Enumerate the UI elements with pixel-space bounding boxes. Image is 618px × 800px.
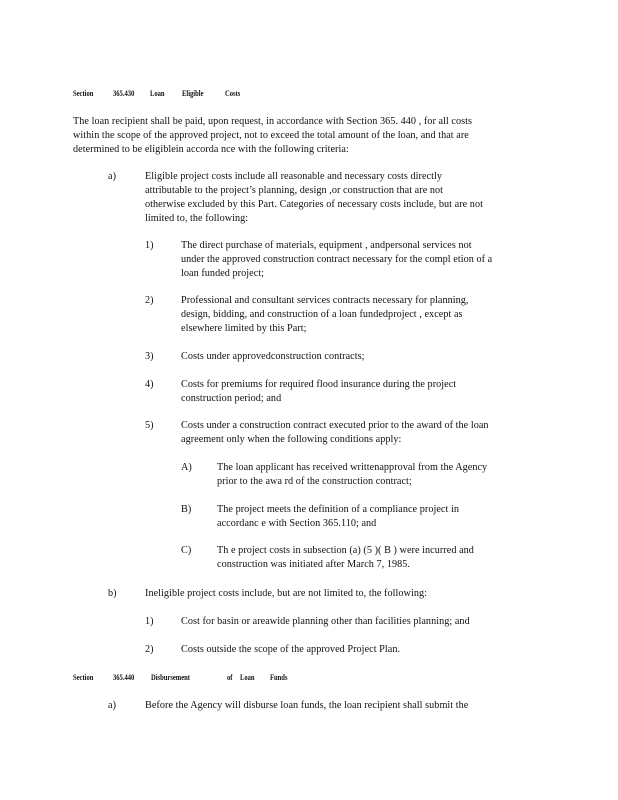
section-title-word: of [227,673,233,682]
list-marker: a) [108,171,117,182]
paragraph-line: determined to be eligiblein accorda nce with the following criteria: [73,144,349,155]
list-marker: b) [108,588,117,599]
paragraph-line: The direct purchase of materials, equipment , andpersonal services not [181,240,472,251]
list-marker: 3) [145,351,154,362]
section-title-word: Funds [270,673,288,682]
section-title-word: Eligible [182,89,204,98]
paragraph-line: Costs under approvedconstruction contracts; [181,351,365,362]
section-title-word: Loan [150,89,165,98]
paragraph-line: The loan recipient shall be paid, upon request, in accordance with Section 365. 440 , for all costs [73,116,473,127]
paragraph-line: Professional and consultant services contracts necessary for planning, [181,295,469,306]
paragraph-line: Costs for premiums for required flood insurance during the project [181,379,457,390]
section-title-word: Disbursement [151,673,191,682]
paragraph-line: construction was initiated after March 7, 1985. [217,559,411,570]
paragraph-line: The project meets the definition of a compliance project in [217,504,459,515]
list-marker: a) [108,700,117,711]
section-number: 365.440 [113,673,135,682]
section-title-word: Costs [225,89,241,98]
paragraph-line: Costs under a construction contract executed prior to the award of the loan [181,420,489,431]
paragraph-line: Cost for basin or areawide planning other than facilities planning; and [181,616,470,627]
paragraph-line: Ineligible project costs include, but are not limited to, the following: [145,588,427,599]
list-marker: B) [181,504,192,515]
list-marker: 1) [145,616,154,627]
paragraph-line: Before the Agency will disburse loan funds, the loan recipient shall submit the [145,700,469,711]
paragraph-line: Th e project costs in subsection (a) (5 )( B ) were incurred and [217,545,474,556]
paragraph-line: attributable to the project’s planning, design ,or construction that are not [145,185,444,196]
paragraph-line: elsewhere limited by this Part; [181,323,307,334]
paragraph-line: otherwise excluded by this Part. Categories of necessary costs include, but are not [145,199,483,210]
list-marker: A) [181,462,192,473]
paragraph-line: under the approved construction contract necessary for the compl etion of a [181,254,493,265]
paragraph-line: within the scope of the approved project, not to exceed the total amount of the loan, and that are [73,130,469,141]
paragraph-line: prior to the awa rd of the construction contract; [217,476,412,487]
paragraph-line: design, bidding, and construction of a loan fundedproject , except as [181,309,463,320]
section-label: Section [73,673,94,682]
paragraph-line: Eligible project costs include all reasonable and necessary costs directly [145,171,443,182]
list-marker: 4) [145,379,154,390]
paragraph-line: Costs outside the scope of the approved Project Plan. [181,644,401,655]
paragraph-line: construction period; and [181,393,282,404]
paragraph-line: agreement only when the following conditions apply: [181,434,402,445]
paragraph-line: limited to, the following: [145,213,249,224]
paragraph-line: loan funded project; [181,268,265,279]
paragraph-line: The loan applicant has received writtenapproval from the Agency [217,462,488,473]
list-marker: C) [181,545,192,556]
paragraph-line: accordanc e with Section 365.110; and [217,518,377,529]
section-number: 365.430 [113,89,135,98]
list-marker: 5) [145,420,154,431]
section-title-word: Loan [240,673,255,682]
list-marker: 2) [145,644,154,655]
list-marker: 2) [145,295,154,306]
section-label: Section [73,89,94,98]
list-marker: 1) [145,240,154,251]
